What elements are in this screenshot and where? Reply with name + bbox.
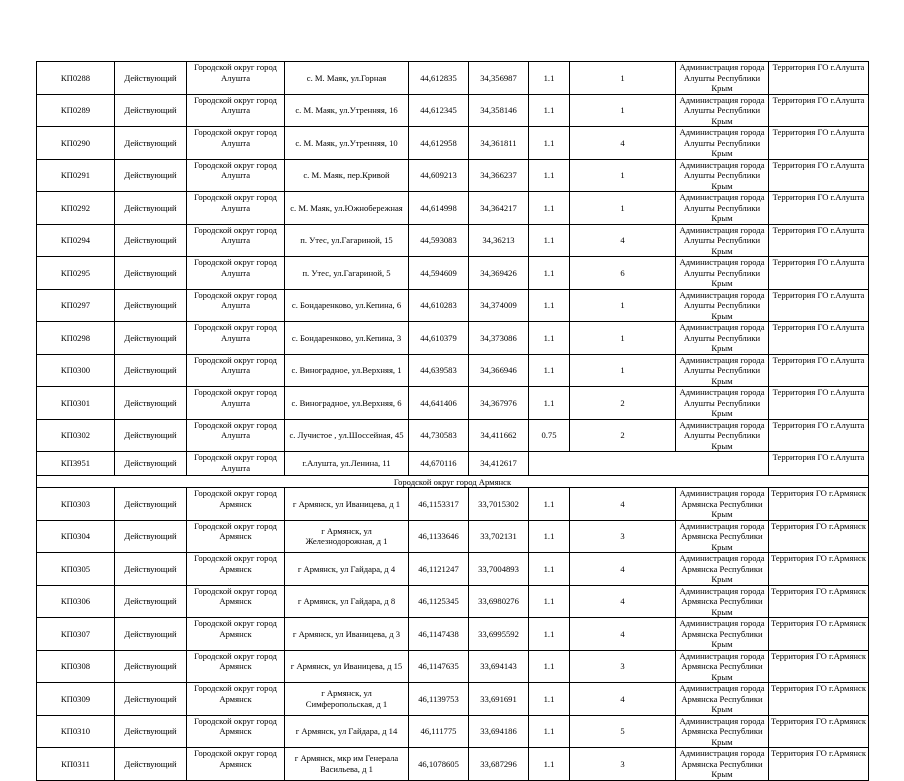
table-row — [37, 650, 869, 683]
table-row — [37, 387, 869, 420]
latitude-cell: 46,1147635 — [409, 650, 469, 683]
status-cell: Действующий — [115, 553, 187, 586]
container-count-cell: 1 — [570, 94, 676, 127]
site-id-cell: КП0303 — [37, 488, 115, 521]
table-row — [37, 224, 869, 257]
status-cell: Действующий — [115, 289, 187, 322]
latitude-cell: 44,593083 — [409, 224, 469, 257]
container-volume-cell: 1.1 — [529, 224, 570, 257]
service-area-cell: Территория ГО г.Армянск — [769, 585, 869, 618]
container-count-cell: 4 — [570, 585, 676, 618]
address-cell: г Армянск, мкр им Генерала Васильева, д 1 — [285, 748, 409, 781]
longitude-cell: 33,694143 — [469, 650, 529, 683]
table-row — [37, 94, 869, 127]
latitude-cell: 44,610379 — [409, 322, 469, 355]
longitude-cell: 34,412617 — [469, 452, 529, 476]
status-cell: Действующий — [115, 748, 187, 781]
container-count-cell: 2 — [570, 419, 676, 452]
service-area-cell: Территория ГО г.Алушта — [769, 159, 869, 192]
container-volume-cell: 1.1 — [529, 748, 570, 781]
latitude-cell: 46,1139753 — [409, 683, 469, 716]
container-volume-cell: 1.1 — [529, 387, 570, 420]
district-cell: Городской округ город Алушта — [187, 192, 285, 225]
table-row — [37, 553, 869, 586]
latitude-cell: 44,612958 — [409, 127, 469, 160]
address-cell: г Армянск, ул Иваницева, д 1 — [285, 488, 409, 521]
district-cell: Городской округ город Алушта — [187, 419, 285, 452]
address-cell: г Армянск, ул Железнодорожная, д 1 — [285, 520, 409, 553]
latitude-cell: 46,1125345 — [409, 585, 469, 618]
table-row — [37, 618, 869, 651]
table-row — [37, 192, 869, 225]
status-cell: Действующий — [115, 322, 187, 355]
latitude-cell: 44,614998 — [409, 192, 469, 225]
service-area-cell: Территория ГО г.Алушта — [769, 387, 869, 420]
owner-cell: Администрация города Алушты Республики Крым — [676, 354, 769, 387]
container-volume-cell: 1.1 — [529, 488, 570, 521]
table-row — [37, 748, 869, 781]
status-cell: Действующий — [115, 452, 187, 476]
table-row — [37, 452, 869, 476]
status-cell: Действующий — [115, 715, 187, 748]
container-count-cell: 6 — [570, 257, 676, 290]
owner-cell: Администрация города Армянска Республики Крым — [676, 683, 769, 716]
container-count-cell: 1 — [570, 192, 676, 225]
container-count-cell: 3 — [570, 520, 676, 553]
latitude-cell: 46,1133646 — [409, 520, 469, 553]
table-row — [37, 585, 869, 618]
district-cell: Городской округ город Алушта — [187, 62, 285, 95]
table-row — [37, 354, 869, 387]
site-id-cell: КП0294 — [37, 224, 115, 257]
site-id-cell: КП0307 — [37, 618, 115, 651]
container-count-cell: 2 — [570, 387, 676, 420]
site-id-cell: КП0292 — [37, 192, 115, 225]
container-count-cell: 4 — [570, 488, 676, 521]
owner-cell: Администрация города Алушты Республики Крым — [676, 257, 769, 290]
latitude-cell: 44,612835 — [409, 62, 469, 95]
container-volume-cell: 1.1 — [529, 62, 570, 95]
table-row — [37, 683, 869, 716]
service-area-cell: Территория ГО г.Армянск — [769, 715, 869, 748]
status-cell: Действующий — [115, 127, 187, 160]
table-row — [37, 715, 869, 748]
district-cell: Городской округ город Алушта — [187, 257, 285, 290]
address-cell: г Армянск, ул Симферопольская, д 1 — [285, 683, 409, 716]
district-cell: Городской округ город Алушта — [187, 387, 285, 420]
latitude-cell: 46,1121247 — [409, 553, 469, 586]
container-volume-cell: 0.75 — [529, 419, 570, 452]
table-row — [37, 488, 869, 521]
container-count-cell: 4 — [570, 553, 676, 586]
container-count-cell: 1 — [570, 62, 676, 95]
container-volume-cell: 1.1 — [529, 520, 570, 553]
site-id-cell: КП0302 — [37, 419, 115, 452]
container-count-cell: 1 — [570, 159, 676, 192]
empty-merged-cell — [529, 452, 769, 476]
address-cell: г Армянск, ул Гайдара, д 14 — [285, 715, 409, 748]
service-area-cell: Территория ГО г.Армянск — [769, 683, 869, 716]
status-cell: Действующий — [115, 354, 187, 387]
table-row — [37, 322, 869, 355]
district-cell: Городской округ город Алушта — [187, 354, 285, 387]
owner-cell: Администрация города Алушты Республики Крым — [676, 159, 769, 192]
service-area-cell: Территория ГО г.Алушта — [769, 452, 869, 476]
status-cell: Действующий — [115, 159, 187, 192]
status-cell: Действующий — [115, 683, 187, 716]
site-id-cell: КП0310 — [37, 715, 115, 748]
service-area-cell: Территория ГО г.Армянск — [769, 650, 869, 683]
longitude-cell: 33,6980276 — [469, 585, 529, 618]
district-cell: Городской округ город Армянск — [187, 748, 285, 781]
owner-cell: Администрация города Алушты Республики Крым — [676, 322, 769, 355]
longitude-cell: 33,691691 — [469, 683, 529, 716]
service-area-cell: Территория ГО г.Алушта — [769, 62, 869, 95]
site-id-cell: КП0288 — [37, 62, 115, 95]
owner-cell: Администрация города Армянска Республики Крым — [676, 488, 769, 521]
district-cell: Городской округ город Алушта — [187, 452, 285, 476]
table-row — [37, 520, 869, 553]
latitude-cell: 44,639583 — [409, 354, 469, 387]
owner-cell: Администрация города Армянска Республики Крым — [676, 618, 769, 651]
site-id-cell: КП0311 — [37, 748, 115, 781]
site-id-cell: КП0308 — [37, 650, 115, 683]
owner-cell: Администрация города Армянска Республики Крым — [676, 553, 769, 586]
service-area-cell: Территория ГО г.Армянск — [769, 520, 869, 553]
table-row — [37, 289, 869, 322]
site-id-cell: КП0297 — [37, 289, 115, 322]
address-cell: с. М. Маяк, ул.Горная — [285, 62, 409, 95]
site-id-cell: КП0300 — [37, 354, 115, 387]
latitude-cell: 44,612345 — [409, 94, 469, 127]
service-area-cell: Территория ГО г.Армянск — [769, 488, 869, 521]
table-row — [37, 419, 869, 452]
service-area-cell: Территория ГО г.Алушта — [769, 127, 869, 160]
container-count-cell: 1 — [570, 354, 676, 387]
owner-cell: Администрация города Армянска Республики Крым — [676, 585, 769, 618]
address-cell: с. М. Маяк, ул.Южнобережная — [285, 192, 409, 225]
service-area-cell: Территория ГО г.Армянск — [769, 618, 869, 651]
district-cell: Городской округ город Армянск — [187, 585, 285, 618]
address-cell: г Армянск, ул Гайдара, д 4 — [285, 553, 409, 586]
table-body — [37, 62, 869, 781]
status-cell: Действующий — [115, 419, 187, 452]
longitude-cell: 33,7015302 — [469, 488, 529, 521]
site-id-cell: КП0306 — [37, 585, 115, 618]
container-volume-cell: 1.1 — [529, 683, 570, 716]
owner-cell: Администрация города Алушты Республики Крым — [676, 62, 769, 95]
site-id-cell: КП0309 — [37, 683, 115, 716]
service-area-cell: Территория ГО г.Алушта — [769, 192, 869, 225]
owner-cell: Администрация города Армянска Республики Крым — [676, 715, 769, 748]
container-volume-cell: 1.1 — [529, 159, 570, 192]
district-cell: Городской округ город Алушта — [187, 94, 285, 127]
service-area-cell: Территория ГО г.Алушта — [769, 224, 869, 257]
container-count-cell: 4 — [570, 127, 676, 160]
service-area-cell: Территория ГО г.Алушта — [769, 289, 869, 322]
status-cell: Действующий — [115, 62, 187, 95]
status-cell: Действующий — [115, 520, 187, 553]
container-volume-cell: 1.1 — [529, 94, 570, 127]
container-count-cell: 3 — [570, 650, 676, 683]
section-title: Городской округ город Армянск — [37, 476, 869, 488]
owner-cell: Администрация города Алушты Республики Крым — [676, 419, 769, 452]
longitude-cell: 34,369426 — [469, 257, 529, 290]
owner-cell: Администрация города Армянска Республики Крым — [676, 520, 769, 553]
container-volume-cell: 1.1 — [529, 354, 570, 387]
site-id-cell: КП0290 — [37, 127, 115, 160]
container-count-cell: 4 — [570, 618, 676, 651]
container-volume-cell: 1.1 — [529, 322, 570, 355]
longitude-cell: 34,374009 — [469, 289, 529, 322]
address-cell: г Армянск, ул Иваницева, д 3 — [285, 618, 409, 651]
service-area-cell: Территория ГО г.Алушта — [769, 94, 869, 127]
status-cell: Действующий — [115, 387, 187, 420]
service-area-cell: Территория ГО г.Алушта — [769, 419, 869, 452]
container-volume-cell: 1.1 — [529, 650, 570, 683]
district-cell: Городской округ город Армянск — [187, 553, 285, 586]
status-cell: Действующий — [115, 618, 187, 651]
longitude-cell: 34,361811 — [469, 127, 529, 160]
site-id-cell: КП0298 — [37, 322, 115, 355]
address-cell: с. Виноградное, ул.Верхняя, 6 — [285, 387, 409, 420]
status-cell: Действующий — [115, 488, 187, 521]
container-volume-cell: 1.1 — [529, 192, 570, 225]
district-cell: Городской округ город Алушта — [187, 322, 285, 355]
latitude-cell: 46,1147438 — [409, 618, 469, 651]
container-sites-table — [36, 61, 869, 781]
owner-cell: Администрация города Армянска Республики Крым — [676, 748, 769, 781]
site-id-cell: КП0291 — [37, 159, 115, 192]
district-cell: Городской округ город Армянск — [187, 488, 285, 521]
longitude-cell: 33,7004893 — [469, 553, 529, 586]
longitude-cell: 33,687296 — [469, 748, 529, 781]
owner-cell: Администрация города Алушты Республики Крым — [676, 387, 769, 420]
site-id-cell: КП0304 — [37, 520, 115, 553]
district-cell: Городской округ город Армянск — [187, 618, 285, 651]
address-cell: п. Утес, ул.Гагариной, 15 — [285, 224, 409, 257]
site-id-cell: КП0305 — [37, 553, 115, 586]
site-id-cell: КП0289 — [37, 94, 115, 127]
service-area-cell: Территория ГО г.Алушта — [769, 354, 869, 387]
latitude-cell: 44,610283 — [409, 289, 469, 322]
district-cell: Городской округ город Алушта — [187, 289, 285, 322]
latitude-cell: 44,730583 — [409, 419, 469, 452]
owner-cell: Администрация города Алушты Республики Крым — [676, 289, 769, 322]
longitude-cell: 34,364217 — [469, 192, 529, 225]
container-volume-cell: 1.1 — [529, 127, 570, 160]
district-cell: Городской округ город Армянск — [187, 715, 285, 748]
address-cell: г.Алушта, ул.Ленина, 11 — [285, 452, 409, 476]
longitude-cell: 33,694186 — [469, 715, 529, 748]
longitude-cell: 34,36213 — [469, 224, 529, 257]
container-volume-cell: 1.1 — [529, 553, 570, 586]
longitude-cell: 34,411662 — [469, 419, 529, 452]
address-cell: п. Утес, ул.Гагариной, 5 — [285, 257, 409, 290]
table-row — [37, 257, 869, 290]
status-cell: Действующий — [115, 192, 187, 225]
latitude-cell: 46,1153317 — [409, 488, 469, 521]
longitude-cell: 33,6995592 — [469, 618, 529, 651]
owner-cell: Администрация города Алушты Республики Крым — [676, 127, 769, 160]
status-cell: Действующий — [115, 585, 187, 618]
latitude-cell: 46,111775 — [409, 715, 469, 748]
container-count-cell: 3 — [570, 748, 676, 781]
district-cell: Городской округ город Алушта — [187, 224, 285, 257]
container-volume-cell: 1.1 — [529, 585, 570, 618]
latitude-cell: 44,641406 — [409, 387, 469, 420]
longitude-cell: 34,366237 — [469, 159, 529, 192]
container-count-cell: 1 — [570, 289, 676, 322]
status-cell: Действующий — [115, 257, 187, 290]
longitude-cell: 34,356987 — [469, 62, 529, 95]
owner-cell: Администрация города Алушты Республики Крым — [676, 94, 769, 127]
owner-cell: Администрация города Армянска Республики Крым — [676, 650, 769, 683]
latitude-cell: 46,1078605 — [409, 748, 469, 781]
container-volume-cell: 1.1 — [529, 715, 570, 748]
table-row — [37, 62, 869, 95]
container-count-cell: 4 — [570, 224, 676, 257]
address-cell: г Армянск, ул Иваницева, д 15 — [285, 650, 409, 683]
table-row — [37, 127, 869, 160]
address-cell: г Армянск, ул Гайдара, д 8 — [285, 585, 409, 618]
status-cell: Действующий — [115, 650, 187, 683]
district-cell: Городской округ город Алушта — [187, 127, 285, 160]
address-cell: с. М. Маяк, ул.Утренняя, 16 — [285, 94, 409, 127]
owner-cell: Администрация города Алушты Республики Крым — [676, 192, 769, 225]
status-cell: Действующий — [115, 224, 187, 257]
site-id-cell: КП0295 — [37, 257, 115, 290]
owner-cell: Администрация города Алушты Республики Крым — [676, 224, 769, 257]
district-cell: Городской округ город Алушта — [187, 159, 285, 192]
latitude-cell: 44,609213 — [409, 159, 469, 192]
section-header-row — [37, 476, 869, 488]
longitude-cell: 34,373086 — [469, 322, 529, 355]
address-cell: с. М. Маяк, пер.Кривой — [285, 159, 409, 192]
latitude-cell: 44,594609 — [409, 257, 469, 290]
container-volume-cell: 1.1 — [529, 618, 570, 651]
status-cell: Действующий — [115, 94, 187, 127]
service-area-cell: Территория ГО г.Алушта — [769, 322, 869, 355]
address-cell: с. Виноградное, ул.Верхняя, 1 — [285, 354, 409, 387]
service-area-cell: Территория ГО г.Армянск — [769, 748, 869, 781]
container-volume-cell: 1.1 — [529, 289, 570, 322]
table-row — [37, 159, 869, 192]
address-cell: с. Бондаренково, ул.Кепина, 6 — [285, 289, 409, 322]
longitude-cell: 34,367976 — [469, 387, 529, 420]
container-count-cell: 4 — [570, 683, 676, 716]
address-cell: с. М. Маяк, ул.Утренняя, 10 — [285, 127, 409, 160]
service-area-cell: Территория ГО г.Алушта — [769, 257, 869, 290]
container-count-cell: 5 — [570, 715, 676, 748]
address-cell: с. Лучистое , ул.Шоссейная, 45 — [285, 419, 409, 452]
site-id-cell: КП3951 — [37, 452, 115, 476]
site-id-cell: КП0301 — [37, 387, 115, 420]
district-cell: Городской округ город Армянск — [187, 650, 285, 683]
address-cell: с. Бондаренково, ул.Кепина, 3 — [285, 322, 409, 355]
district-cell: Городской округ город Армянск — [187, 683, 285, 716]
latitude-cell: 44,670116 — [409, 452, 469, 476]
container-volume-cell: 1.1 — [529, 257, 570, 290]
longitude-cell: 34,358146 — [469, 94, 529, 127]
container-count-cell: 1 — [570, 322, 676, 355]
longitude-cell: 33,702131 — [469, 520, 529, 553]
longitude-cell: 34,366946 — [469, 354, 529, 387]
district-cell: Городской округ город Армянск — [187, 520, 285, 553]
service-area-cell: Территория ГО г.Армянск — [769, 553, 869, 586]
